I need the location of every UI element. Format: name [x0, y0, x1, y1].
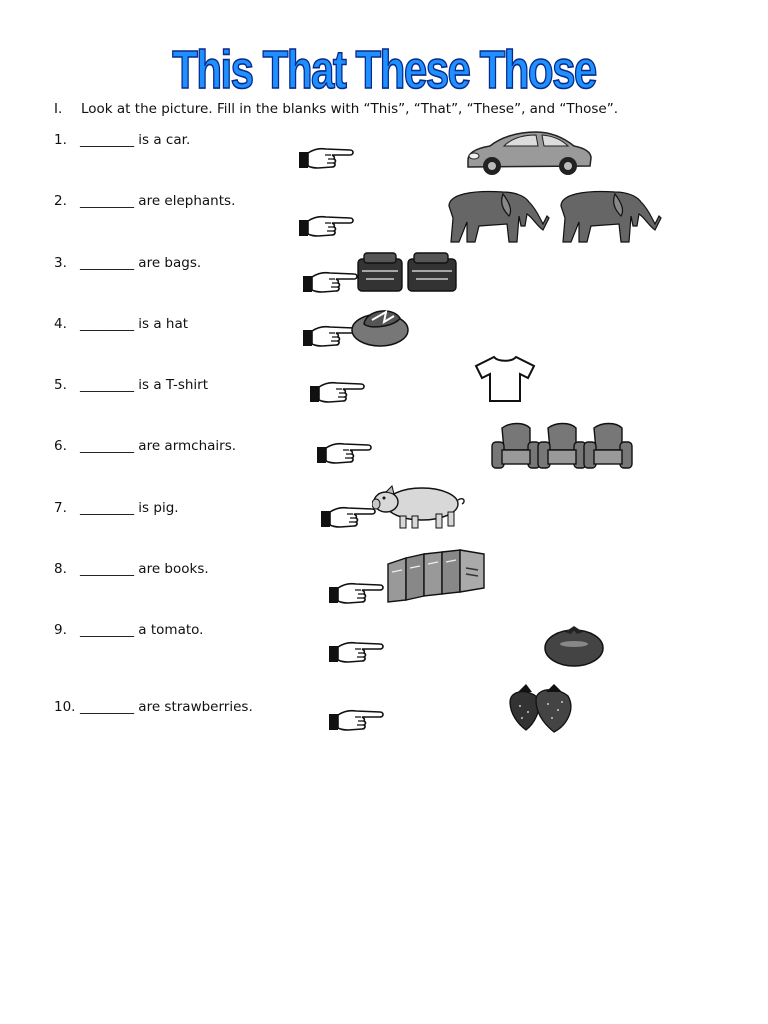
instruction-number: I.	[54, 101, 63, 117]
item-text: are books.	[138, 561, 209, 577]
exercise-item	[54, 438, 236, 454]
item-number: 2.	[54, 193, 67, 209]
item-text: are armchairs.	[138, 438, 237, 454]
worksheet-title: This That These Those	[172, 40, 596, 100]
answer-blank[interactable]: ________	[80, 622, 134, 638]
instruction	[54, 101, 618, 117]
item-text: are bags.	[138, 255, 202, 271]
pointing-hand-icon	[298, 211, 354, 239]
item-text: a tomato.	[138, 622, 204, 638]
answer-blank[interactable]: ________	[80, 377, 134, 393]
item-number: 6.	[54, 438, 67, 454]
car-icon	[464, 128, 594, 178]
answer-blank[interactable]: ________	[80, 255, 134, 271]
pig-icon	[372, 482, 468, 530]
item-number: 8.	[54, 561, 67, 577]
answer-blank[interactable]: ________	[80, 193, 134, 209]
item-number: 10.	[54, 699, 76, 715]
hat-icon	[350, 302, 412, 350]
exercise-item	[54, 316, 188, 332]
item-number: 5.	[54, 377, 67, 393]
item-text: are strawberries.	[138, 699, 253, 715]
exercise-item	[54, 193, 235, 209]
pointing-hand-icon	[309, 377, 365, 405]
exercise-item	[54, 622, 203, 638]
item-number: 7.	[54, 500, 67, 516]
item-number: 3.	[54, 255, 67, 271]
pointing-hand-icon	[328, 637, 384, 665]
item-text: is a T-shirt	[138, 377, 208, 393]
exercise-item	[54, 132, 190, 148]
armchairs-icon	[490, 420, 636, 474]
answer-blank[interactable]: ________	[80, 132, 134, 148]
pointing-hand-icon	[302, 267, 358, 295]
strawberries-icon	[506, 680, 578, 734]
exercise-item	[54, 377, 208, 393]
answer-blank[interactable]: ________	[80, 316, 134, 332]
item-text: is a hat	[138, 316, 189, 332]
exercise-item	[54, 500, 179, 516]
instruction-text: Look at the picture. Fill in the blanks with “This”, “That”, “These”, and “Those”.	[81, 101, 619, 117]
tomato-icon	[543, 622, 605, 668]
pointing-hand-icon	[328, 705, 384, 733]
pointing-hand-icon	[316, 438, 372, 466]
item-text: is pig.	[138, 500, 179, 516]
pointing-hand-icon	[320, 502, 376, 530]
tshirt-icon	[474, 354, 536, 404]
pointing-hand-icon	[298, 143, 354, 171]
item-number: 1.	[54, 132, 67, 148]
item-text: is a car.	[138, 132, 191, 148]
item-number: 4.	[54, 316, 67, 332]
item-text: are elephants.	[138, 193, 236, 209]
exercise-item	[54, 255, 201, 271]
bags-icon	[356, 249, 460, 295]
answer-blank[interactable]: ________	[80, 561, 134, 577]
answer-blank[interactable]: ________	[80, 500, 134, 516]
exercise-item	[54, 699, 253, 715]
answer-blank[interactable]: ________	[80, 438, 134, 454]
elephants-icon	[443, 186, 668, 246]
pointing-hand-icon	[328, 578, 384, 606]
exercise-item	[54, 561, 209, 577]
books-icon	[386, 548, 488, 604]
item-number: 9.	[54, 622, 67, 638]
answer-blank[interactable]: ________	[80, 699, 134, 715]
